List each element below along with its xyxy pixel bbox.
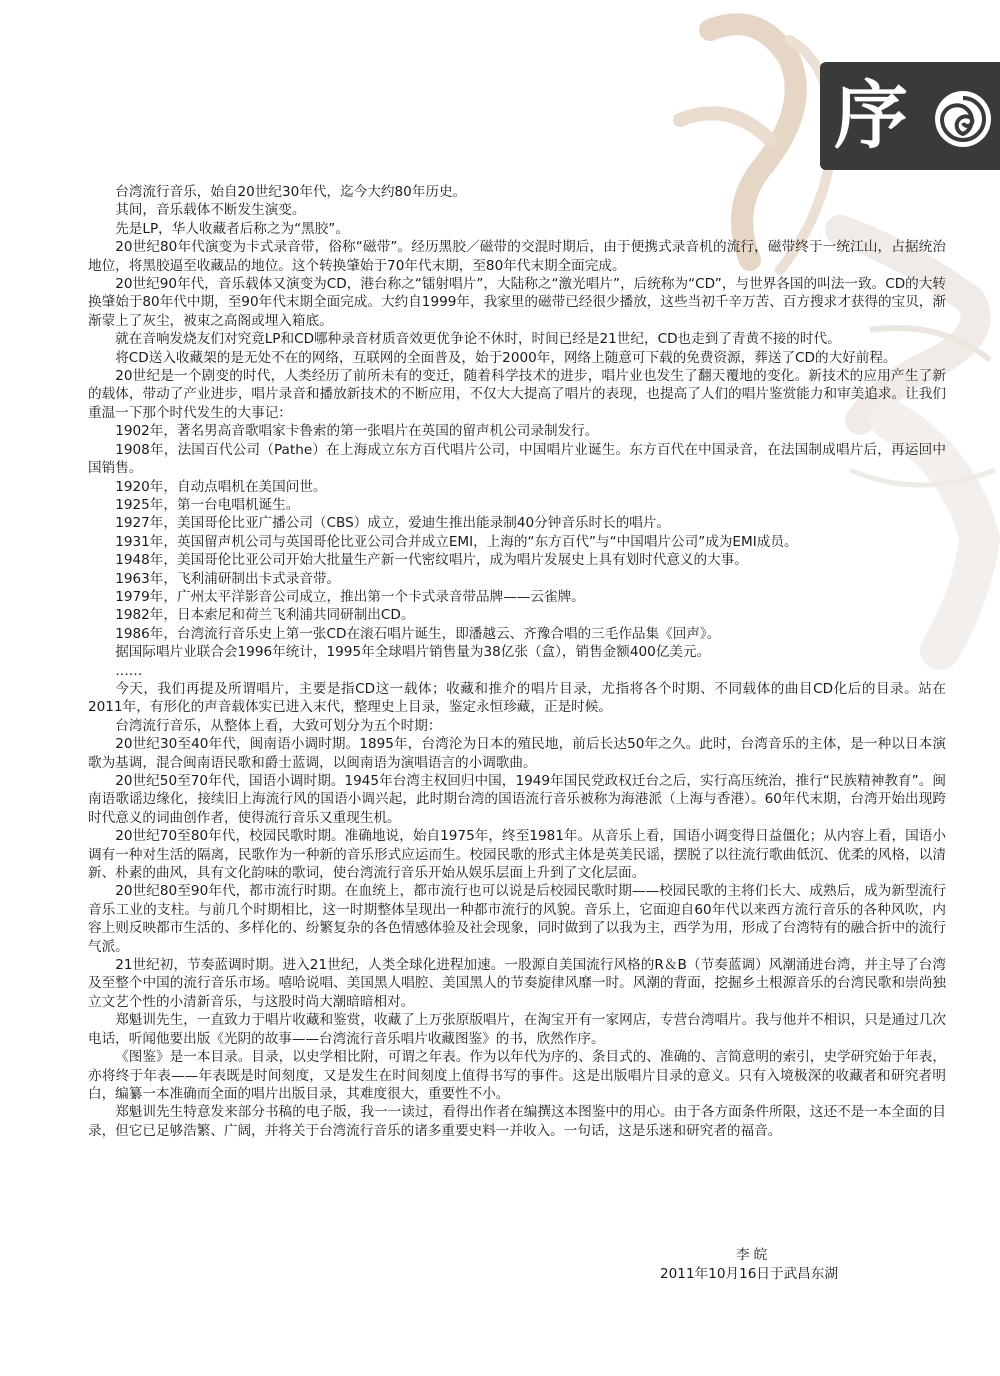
paragraph: 今天，我们再提及所谓唱片，主要是指CD这一载体；收藏和推介的唱片目录，尤指将各个时期、不同载体的曲目CD化后的目录。站在2011年，有形化的声音载体实已进入末代，整理史上目录，鉴定永恒珍藏，正是时候。 (88, 680, 946, 716)
timeline-entry: 1902年，著名男高音歌唱家卡鲁索的第一张唱片在英国的留声机公司录制发行。 (115, 423, 599, 440)
preface-body (88, 183, 946, 1140)
paragraph: 20世纪50至70年代，国语小调时期。1945年台湾主权回归中国，1949年国民党政权迁台之后，实行高压统治，推行“民族精神教育”。闽南语歌谣边缘化，接续旧上海流行风的国语小调兴起，此时期台湾的国语流行音乐被称为海港派（上海与香港）。60年代末期，台湾开始出现跨时代意义的词曲创作者，使得流行音乐又重现生机。 (88, 773, 946, 826)
timeline-entry: 1982年，日本索尼和荷兰飞利浦共同研制出CD。 (115, 607, 415, 624)
paragraph: 20世纪90年代，音乐载体又演变为CD，港台称之“镭射唱片”，大陆称之“激光唱片”，后统称为“CD”，与世界各国的叫法一致。CD的大转换肇始于80年代中期，至90年代末期全面完成。大约自1999年，我家里的磁带已经很少播放，这些当初千辛万苦、百方搜求才获得的宝贝，渐渐蒙上了灰尘，被束之高阁或埋入箱底。 (88, 276, 946, 329)
signature-date: 2011年10月16日于武昌东湖 (660, 1266, 838, 1282)
timeline-entry: 1963年，飞利浦研制出卡式录音带。 (115, 570, 341, 587)
paragraph: 将CD送入收藏架的是无处不在的网络，互联网的全面普及，始于2000年，网络上随意可下载的免费资源，葬送了CD的大好前程。 (115, 349, 897, 366)
paragraph: 20世纪70至80年代，校园民歌时期。准确地说，始自1975年，终至1981年。从音乐上看，国语小调变得日益僵化；从内容上看，国语小调有一种对生活的隔离，民歌作为一种新的音乐形式应运而生。校园民歌的形式主体是英美民谣，摆脱了以往流行歌曲低沉、优柔的风格，以清新、朴素的曲风，具有文化韵味的歌词，使台湾流行音乐开始从娱乐层面上升到了文化层面。 (88, 828, 946, 882)
signature-block (660, 1246, 880, 1284)
paragraph: 20世纪是一个剧变的时代，人类经历了前所未有的变迁，随着科学技术的进步，唱片业也发生了翻天覆地的变化。新技术的应用产生了新的载体，带动了产业进步，唱片录音和播放新技术的不断应用，不仅大大提高了唱片的表现，也提高了人们的唱片鉴赏能力和审美追求。让我们重温一下那个时代发生的大事记： (88, 368, 946, 421)
ellipsis: …… (115, 662, 143, 679)
spiral-ornament-icon (930, 86, 996, 152)
paragraph: 台湾流行音乐，始自20世纪30年代，迄今大约80年历史。 (115, 184, 467, 200)
timeline-entry: 1925年，第一台电唱机诞生。 (115, 496, 300, 513)
paragraph: 《图鉴》是一本目录。目录，以史学相比附，可谓之年表。作为以年代为序的、条目式的、准确的、言简意明的索引，史学研究始于年表，亦将终于年表——年表既是时间刻度，又是发生在时间刻度上值得书写的事件。这是出版唱片目录的意义。只有入境极深的收藏者和研究者明白，编纂一本准确而全面的唱片出版目录，其难度很大，重要性不小。 (88, 1049, 946, 1102)
page-title: 序 (834, 73, 908, 159)
timeline-entry: 1979年，广州太平洋影音公司成立，推出第一个卡式录音带品牌——云雀牌。 (115, 588, 585, 605)
timeline-entry: 1986年，台湾流行音乐史上第一张CD在滚石唱片诞生，即潘越云、齐豫合唱的三毛作品集《回声》。 (115, 625, 721, 642)
timeline-entry: 1931年，英国留声机公司与英国哥伦比亚公司合并成立EMI，上海的“东方百代”与“中国唱片公司”成为EMI成员。 (115, 533, 798, 550)
paragraph: 郑魁训先生，一直致力于唱片收藏和鉴赏，收藏了上万张原版唱片，在淘宝开有一家网店，专营台湾唱片。我与他并不相识，只是通过几次电话，听闻他要出版《光阴的故事——台湾流行音乐唱片收藏图鉴》的书，欣然作序。 (88, 1012, 946, 1047)
paragraph: 20世纪80年代演变为卡式录音带，俗称“磁带”。经历黑胶／磁带的交混时期后，由于便携式录音机的流行，磁带终于一统江山，占据统治地位，将黑胶逼至收藏品的地位。这个转换肇始于70年代末期，至80年代末期全面完成。 (88, 239, 946, 274)
paragraph: 其间，音乐载体不断发生演变。 (115, 202, 306, 219)
author-name: 李皖 (736, 1247, 772, 1263)
paragraph: 台湾流行音乐，从整体上看，大致可划分为五个时期： (115, 717, 442, 734)
timeline-entry: 1920年，自动点唱机在美国问世。 (115, 478, 327, 495)
paragraph: 20世纪80至90年代，都市流行时期。在血统上，都市流行也可以说是后校园民歌时期——校园民歌的主将们长大、成熟后，成为新型流行音乐工业的支柱。与前几个时期相比，这一时期整体呈现出一种都市流行的风貌。音乐上，它面迎自60年代以来西方流行音乐的各种风吹，内容上则反映都市生活的、多样化的、纷繁复杂的各色情感体验及社会现象，同时做到了以我为主，西学为用，形成了台湾特有的融合折中的流行气派。 (88, 883, 946, 955)
timeline-entry: 1948年，美国哥伦比亚公司开始大批量生产新一代密纹唱片，成为唱片发展史上具有划时代意义的大事。 (115, 552, 748, 569)
paragraph: 郑魁训先生特意发来部分书稿的电子版，我一一读过，看得出作者在编撰这本图鉴中的用心。由于各方面条件所限，这还不是一本全面的目录，但它已足够浩繁、广阔，并将关于台湾流行音乐的诸多重要史料一并收入。一句话，这是乐迷和研究者的福音。 (88, 1104, 946, 1139)
paragraph: 21世纪初，节奏蓝调时期。进入21世纪，人类全球化进程加速。一股源自美国流行风格的R＆B（节奏蓝调）风潮涌进台湾，并主导了台湾及至整个中国的流行音乐市场。嘻哈说唱、美国黑人唱腔、美国黑人的节奏旋律风靡一时。风潮的背面，挖掘乡土根源音乐的台湾民歌和崇尚独立文艺个性的小清新音乐，与这股时尚大潮暗暗相对。 (88, 957, 946, 1010)
timeline-entry: 据国际唱片业联合会1996年统计，1995年全球唱片销售量为38亿张（盒），销售金额400亿美元。 (115, 644, 711, 661)
paragraph: 20世纪30至40年代，闽南语小调时期。1895年，台湾沦为日本的殖民地，前后长达50年之久。此时，台湾音乐的主体，是一种以日本演歌为基调，混合闽南语民歌和爵士蓝调，以闽南语为演唱语言的小调歌曲。 (88, 736, 946, 771)
paragraph: 先是LP，华人收藏者后称之为“黑胶”。 (115, 220, 349, 237)
timeline-entry: 1908年，法国百代公司（Pathe）在上海成立东方百代唱片公司，中国唱片业诞生。东方百代在中国录音，在法国制成唱片后，再运回中国销售。 (88, 441, 946, 477)
timeline-entry: 1927年，美国哥伦比亚广播公司（CBS）成立，爱迪生推出能录制40分钟音乐时长的唱片。 (115, 515, 671, 532)
paragraph: 就在音响发烧友们对究竟LP和CD哪种录音材质音效更优争论不休时，时间已经是21世纪，CD也走到了青黄不接的时代。 (115, 331, 841, 348)
